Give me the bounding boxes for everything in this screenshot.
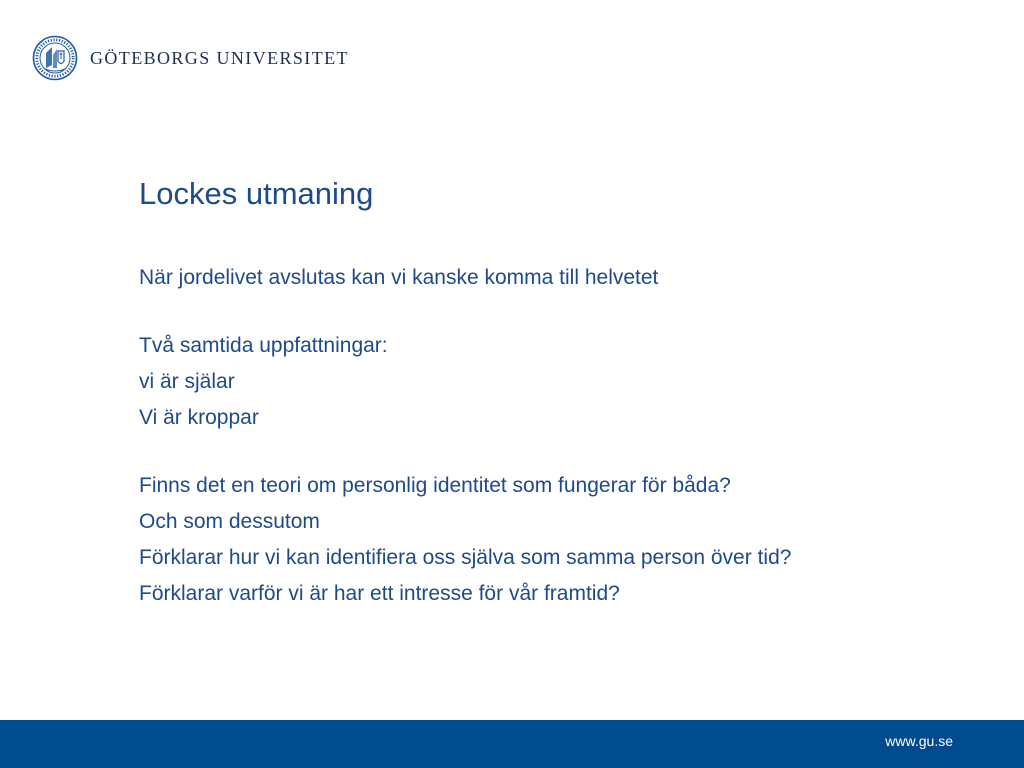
slide-body: [139, 263, 874, 609]
org-name: GÖTEBORGS UNIVERSITET: [90, 47, 349, 68]
body-line: När jordelivet avslutas kan vi kanske komma till helvetet: [139, 266, 659, 289]
body-line: Två samtida uppfattningar:: [139, 334, 388, 357]
body-line: Och som dessutom: [139, 510, 320, 533]
body-line: vi är själar: [139, 370, 235, 393]
body-line: Finns det en teori om personlig identitet som fungerar för båda?: [139, 474, 731, 497]
body-line: Vi är kroppar: [139, 406, 259, 429]
footer-bar: [0, 720, 1024, 768]
body-line: Förklarar hur vi kan identifiera oss själva som samma person över tid?: [139, 546, 792, 569]
header: [32, 34, 349, 82]
slide-title: Lockes utmaning: [139, 176, 374, 211]
body-line: Förklarar varför vi är har ett intresse för vår framtid?: [139, 582, 620, 605]
footer-url[interactable]: www.gu.se: [885, 733, 953, 749]
university-seal-logo: [32, 35, 78, 81]
